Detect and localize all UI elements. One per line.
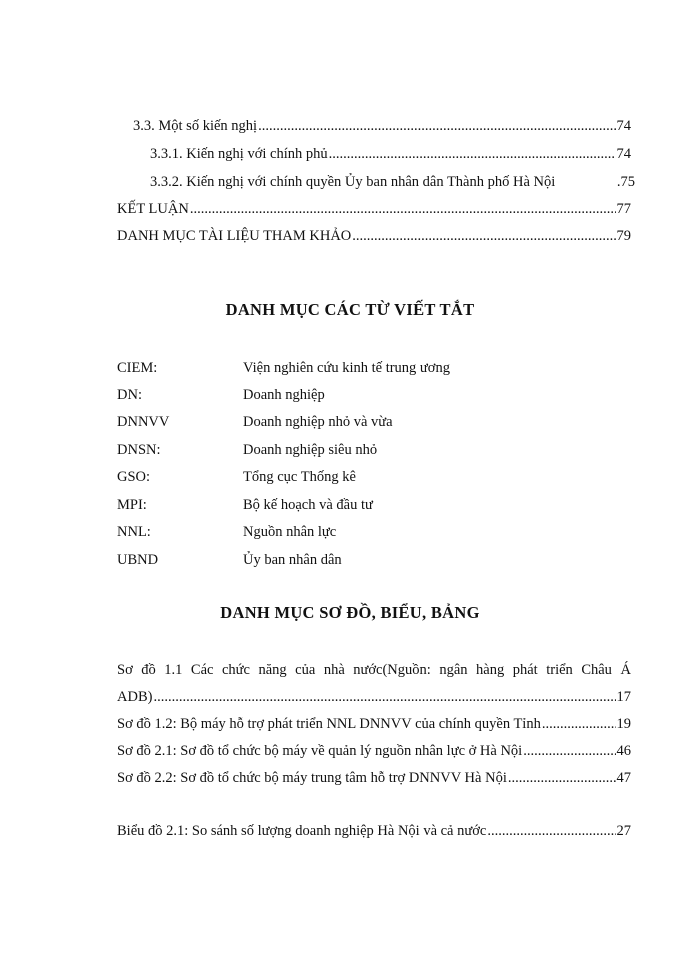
figure-item-1-1[interactable] [117, 661, 631, 679]
abbreviation-code: UBND [117, 552, 159, 568]
chart-page-number: 27 [616, 823, 631, 839]
word: Các [190, 662, 214, 678]
abbreviation-code: NNL: [117, 524, 151, 540]
word: hàng [476, 662, 505, 678]
word: nước(Nguồn: [353, 662, 431, 678]
dot-leader [523, 742, 615, 760]
dot-leader [542, 715, 616, 733]
abbreviation-desc: Doanh nghiệp [243, 387, 325, 403]
figure-label: Sơ đồ 1.2: Bộ máy hỗ trợ phát triển NNL DNNVV của chính quyền Tỉnh [117, 716, 541, 732]
dot-leader [153, 688, 615, 706]
figure-item-2-1[interactable] [117, 742, 631, 760]
figure-label: ADB) [117, 689, 153, 705]
word: ngân [439, 662, 468, 678]
abbreviation-desc: Viện nghiên cứu kinh tế trung ương [243, 360, 450, 376]
word: năng [258, 662, 287, 678]
figure-page-number: 47 [616, 770, 631, 786]
word: của [295, 662, 316, 678]
toc-label: DANH MỤC TÀI LIỆU THAM KHẢO [117, 228, 352, 244]
word: chức [221, 662, 250, 678]
toc-label: 3.3.1. Kiến nghị với chính phủ [150, 146, 328, 162]
word: 1.1 [164, 662, 183, 678]
toc-page-number: 74 [616, 118, 631, 134]
abbreviation-desc: Doanh nghiệp nhỏ và vừa [243, 414, 393, 430]
abbreviation-desc: Bộ kế hoạch và đầu tư [243, 497, 373, 513]
dot-leader [190, 200, 616, 218]
figures-heading: DANH MỤC SƠ ĐỒ, BIỂU, BẢNG [220, 603, 480, 622]
abbreviation-code: DN: [117, 387, 142, 403]
toc-item-3-3[interactable] [133, 117, 631, 135]
word: đồ [141, 662, 156, 678]
abbreviations-heading: DANH MỤC CÁC TỪ VIẾT TẮT [225, 300, 475, 319]
toc-page-number: 74 [616, 146, 631, 162]
chart-item-2-1[interactable] [117, 822, 631, 840]
abbreviation-code: GSO: [117, 469, 151, 485]
abbreviation-desc: Ủy ban nhân dân [243, 552, 342, 568]
word: Châu [581, 662, 612, 678]
abbreviation-code: CIEM: [117, 360, 158, 376]
toc-item-3-3-1[interactable] [150, 145, 631, 163]
toc-label: 3.3.2. Kiến nghị với chính quyền Ủy ban nhân dân Thành phố Hà Nội [150, 174, 556, 190]
toc-page-number: 77 [616, 201, 631, 217]
toc-page-number: 79 [616, 228, 631, 244]
toc-label: KẾT LUẬN [117, 201, 189, 217]
abbreviation-code: DNNVV [117, 414, 170, 430]
figure-item-1-1-continued[interactable] [117, 688, 631, 706]
figure-page-number: 19 [616, 716, 631, 732]
toc-page-number: .75 [616, 174, 635, 190]
word: nhà [323, 662, 345, 678]
figure-item-1-2[interactable] [117, 715, 631, 733]
word: Á [620, 662, 631, 678]
figure-item-2-2[interactable] [117, 769, 631, 787]
figure-page-number: 17 [616, 689, 631, 705]
chart-label: Biểu đồ 2.1: So sánh số lượng doanh nghiệp Hà Nội và cả nước [117, 823, 487, 839]
abbreviation-desc: Doanh nghiệp siêu nhỏ [243, 442, 378, 458]
toc-item-3-3-2[interactable] [150, 173, 635, 191]
figure-label: Sơ đồ 2.2: Sơ đồ tổ chức bộ máy trung tâm hỗ trợ DNNVV Hà Nội [117, 770, 507, 786]
dot-leader [258, 117, 615, 135]
figure-label: Sơ đồ 2.1: Sơ đồ tổ chức bộ máy về quản lý nguồn nhân lực ở Hà Nội [117, 743, 523, 759]
dot-leader [329, 145, 616, 163]
word: triển [546, 662, 573, 678]
dot-leader [487, 822, 615, 840]
toc-item-ket-luan[interactable] [117, 200, 631, 218]
figure-page-number: 46 [616, 743, 631, 759]
abbreviation-code: DNSN: [117, 442, 161, 458]
toc-label: 3.3. Một số kiến nghị [133, 118, 258, 134]
dot-leader [352, 227, 615, 245]
abbreviation-desc: Tổng cục Thống kê [243, 469, 356, 485]
toc-item-tai-lieu[interactable] [117, 227, 631, 245]
abbreviation-desc: Nguồn nhân lực [243, 524, 337, 540]
abbreviation-code: MPI: [117, 497, 147, 513]
word: Sơ [117, 662, 133, 678]
dot-leader [508, 769, 616, 787]
word: phát [512, 662, 538, 678]
